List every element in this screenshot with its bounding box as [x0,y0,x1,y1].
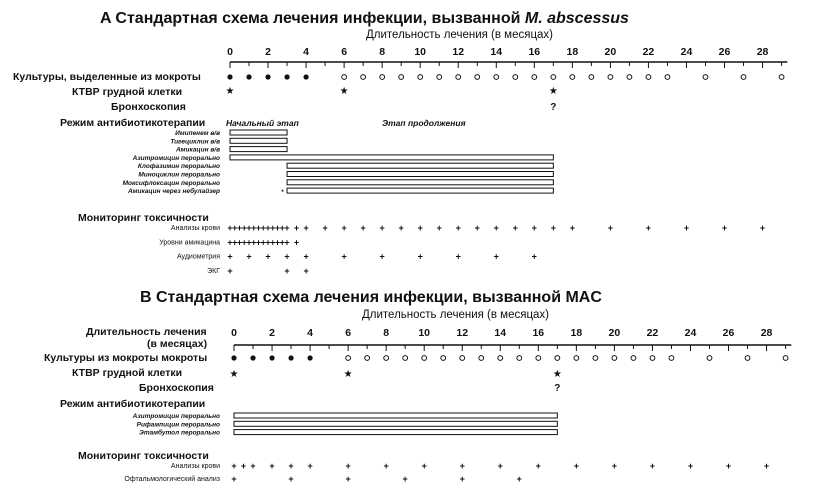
section-b-bronch-mark: ? [554,383,561,394]
culture-scheduled-dot [646,75,651,80]
culture-scheduled-dot [612,356,617,361]
axis-tick-label: 6 [341,46,348,58]
monitoring-plus-mark: + [383,461,389,471]
culture-positive-dot [246,74,251,79]
monitoring-plus-mark: + [251,223,257,233]
culture-scheduled-dot [650,356,655,361]
monitoring-plus-mark: + [531,223,537,233]
monitoring-plus-mark: + [455,251,461,262]
section-a-bronch-label: Бронхоскопия [111,101,186,113]
monitoring-plus-mark: + [341,223,347,233]
axis-tick-label: 8 [383,327,390,339]
monitoring-row-label: Аудиометрия [176,253,220,261]
culture-positive-dot [250,355,255,360]
drug-label: Амикацин через небулайзер [127,188,220,196]
monitoring-plus-mark: + [270,223,276,233]
drug-duration-bar [230,147,287,152]
culture-scheduled-dot [627,75,632,80]
monitoring-plus-mark: + [512,223,518,233]
monitoring-plus-mark: + [569,223,575,233]
monitoring-plus-mark: + [265,251,271,262]
axis-tick-label: 2 [265,46,271,58]
axis-tick-label: 16 [532,327,545,339]
culture-scheduled-dot [437,75,442,80]
monitoring-plus-mark: + [270,237,276,248]
axis-tick-label: 6 [345,327,352,339]
monitoring-plus-mark: + [274,237,281,248]
monitoring-plus-mark: + [550,223,556,233]
axis-tick-label: 10 [418,327,431,339]
monitoring-plus-mark: + [255,237,262,248]
monitoring-plus-mark: + [611,461,618,471]
drug-duration-bar [287,180,553,185]
monitoring-plus-mark: + [531,251,537,262]
culture-scheduled-dot [593,356,598,361]
monitoring-plus-mark: + [236,223,243,233]
culture-scheduled-dot [380,75,385,80]
monitoring-plus-mark: + [683,223,690,233]
monitoring-plus-mark: + [474,223,480,233]
culture-positive-dot [231,355,236,360]
culture-scheduled-dot [460,356,465,361]
monitoring-plus-mark: + [288,474,294,484]
monitoring-plus-mark: + [231,461,237,471]
section-b-title: B Стандартная схема лечения инфекции, вызванной MAC [140,289,602,306]
monitoring-plus-mark: + [645,223,652,233]
culture-scheduled-dot [589,75,594,80]
section-a-phase-initial: Начальный этап [226,118,299,128]
section-a-bronch-mark: ? [550,102,557,113]
drug-duration-bar [230,138,287,143]
ct-star-icon: ★ [343,369,353,380]
monitoring-plus-mark: + [232,223,238,233]
drug-duration-bar [287,172,553,177]
section-a-title: A Стандартная схема лечения инфекции, вызванной M. abscessus [100,10,629,27]
monitoring-plus-mark: + [725,461,732,471]
section-a-drug-bars [123,130,554,196]
monitoring-plus-mark: + [269,461,275,471]
drug-duration-bar [234,413,557,418]
axis-tick-label: 22 [646,327,659,339]
axis-tick-label: 24 [680,46,693,58]
section-b-bronch-label: Бронхоскопия [139,382,214,394]
culture-scheduled-dot [570,75,575,80]
axis-tick-label: 12 [456,327,469,339]
culture-scheduled-dot [418,75,423,80]
monitoring-plus-mark: + [535,461,541,471]
axis-tick-label: 18 [566,46,579,58]
drug-note-mark: * [281,189,284,197]
monitoring-plus-mark: + [417,223,423,233]
monitoring-plus-mark: + [398,223,404,233]
axis-tick-label: 14 [490,46,503,58]
monitoring-plus-mark: + [345,461,351,471]
drug-duration-bar [234,421,557,426]
section-b-culture-markers [231,355,788,360]
section-a-ct-label: КТВР грудной клетки [72,86,183,98]
culture-scheduled-dot [494,75,499,80]
axis-tick-label: 20 [604,46,617,58]
monitoring-plus-mark: + [345,474,351,484]
culture-scheduled-dot [608,75,613,80]
culture-scheduled-dot [361,75,366,80]
culture-scheduled-dot [536,356,541,361]
culture-scheduled-dot [456,75,461,80]
monitoring-plus-mark: + [402,474,408,484]
drug-label: Амикацин в/в [175,146,220,154]
monitoring-plus-mark: + [303,223,309,233]
culture-scheduled-dot [779,75,784,80]
section-a-monitoring-rows [159,223,765,276]
axis-tick-label: 4 [307,327,314,339]
section-b-tick-labels [231,327,772,339]
drug-label: Миноциклин перорально [138,171,220,179]
culture-scheduled-dot [513,75,518,80]
monitoring-plus-mark: + [303,251,309,262]
ct-star-icon: ★ [548,86,558,97]
culture-scheduled-dot [551,75,556,80]
monitoring-plus-mark: + [516,474,522,484]
monitoring-plus-mark: + [251,237,257,248]
section-a-cultures-label: Культуры, выделенные из мокроты [13,71,201,83]
monitoring-plus-mark: + [240,461,247,471]
monitoring-row-label: Анализы крови [170,463,220,470]
monitoring-plus-mark: + [260,237,266,248]
culture-positive-dot [288,355,293,360]
culture-scheduled-dot [783,356,788,361]
axis-tick-label: 2 [269,327,275,339]
monitoring-plus-mark: + [241,237,247,248]
culture-scheduled-dot [532,75,537,80]
monitoring-plus-mark: + [687,461,694,471]
ct-star-icon: ★ [552,369,562,380]
culture-scheduled-dot [342,75,347,80]
axis-tick-label: 26 [718,46,731,58]
monitoring-plus-mark: + [417,251,423,262]
section-a-ct-markers [226,86,558,97]
monitoring-plus-mark: + [255,223,262,233]
culture-scheduled-dot [707,356,712,361]
monitoring-plus-mark: + [246,251,252,262]
drug-label: Азитромицин перорально [132,413,220,420]
culture-scheduled-dot [517,356,522,361]
monitoring-plus-mark: + [265,223,271,233]
monitoring-plus-mark: + [573,461,579,471]
section-b-ct-markers [230,369,562,380]
drug-label: Рифампицин перорально [136,421,220,429]
section-b [44,289,791,484]
culture-scheduled-dot [346,356,351,361]
monitoring-plus-mark: + [246,223,252,233]
monitoring-plus-mark: + [497,461,503,471]
axis-tick-label: 14 [494,327,507,339]
section-a-axis-title: Длительность лечения (в месяцах) [366,29,554,41]
monitoring-plus-mark: + [763,461,770,471]
drug-label: Моксифлоксацин перорально [122,179,220,187]
drug-duration-bar [230,155,553,160]
section-b-cultures-label: Культуры из мокроты мокроты [44,352,208,364]
culture-scheduled-dot [384,356,389,361]
drug-label: Тигециклин в/в [170,138,220,146]
section-a-tick-labels [227,46,768,58]
section-b-monitoring-rows [124,461,769,484]
monitoring-plus-mark: + [303,265,309,276]
monitoring-plus-mark: + [607,223,614,233]
section-b-axis-row-label-2: (в месяцах) [147,338,208,350]
monitoring-plus-mark: + [759,223,766,233]
monitoring-plus-mark: + [241,223,247,233]
axis-tick-label: 12 [452,46,465,58]
monitoring-plus-mark: + [284,223,290,233]
axis-tick-label: 28 [756,46,769,58]
monitoring-plus-mark: + [250,461,256,471]
drug-label: Имипенем в/в [175,130,220,137]
monitoring-plus-mark: + [293,223,300,233]
section-a-time-axis [230,62,787,68]
monitoring-plus-mark: + [459,474,465,484]
axis-tick-label: 16 [528,46,541,58]
axis-tick-label: 10 [414,46,427,58]
drug-duration-bar [230,130,287,135]
monitoring-row-label: Анализы крови [170,225,220,232]
section-a-regimen-label: Режим антибиотикотерапии [60,117,206,129]
ct-star-icon: ★ [229,369,239,380]
monitoring-plus-mark: + [379,251,385,262]
culture-positive-dot [269,355,274,360]
axis-tick-label: 0 [227,46,233,58]
monitoring-plus-mark: + [231,474,237,484]
culture-scheduled-dot [399,75,404,80]
culture-scheduled-dot [422,356,427,361]
monitoring-plus-mark: + [279,223,285,233]
monitoring-plus-mark: + [293,237,300,248]
monitoring-plus-mark: + [649,461,656,471]
culture-positive-dot [303,74,308,79]
culture-scheduled-dot [665,75,670,80]
drug-label: Этамбутол перорально [139,429,220,437]
monitoring-plus-mark: + [284,237,290,248]
monitoring-plus-mark: + [421,461,427,471]
monitoring-plus-mark: + [307,461,313,471]
section-b-ct-label: КТВР грудной клетки [72,367,183,379]
monitoring-plus-mark: + [274,223,281,233]
monitoring-plus-mark: + [493,251,499,262]
culture-scheduled-dot [441,356,446,361]
culture-scheduled-dot [555,356,560,361]
culture-positive-dot [227,74,232,79]
monitoring-plus-mark: + [455,223,461,233]
culture-scheduled-dot [475,75,480,80]
monitoring-plus-mark: + [341,251,347,262]
monitoring-plus-mark: + [284,251,290,262]
drug-duration-bar [287,188,553,193]
section-b-axis-row-label-1: Длительность лечения [86,326,207,338]
culture-scheduled-dot [574,356,579,361]
culture-scheduled-dot [479,356,484,361]
monitoring-plus-mark: + [227,237,233,248]
ct-star-icon: ★ [225,86,235,97]
axis-tick-label: 20 [608,327,621,339]
monitoring-plus-mark: + [232,237,238,248]
culture-scheduled-dot [631,356,636,361]
monitoring-plus-mark: + [284,265,290,276]
monitoring-plus-mark: + [227,265,233,276]
culture-scheduled-dot [498,356,503,361]
section-b-regimen-label: Режим антибиотикотерапии [60,398,206,410]
culture-scheduled-dot [669,356,674,361]
axis-tick-label: 0 [231,327,237,339]
monitoring-plus-mark: + [227,223,233,233]
monitoring-row-label: Офтальмологический анализ [124,476,220,483]
culture-scheduled-dot [745,356,750,361]
monitoring-plus-mark: + [436,223,442,233]
axis-tick-label: 28 [760,327,773,339]
axis-tick-label: 24 [684,327,697,339]
drug-duration-bar [234,430,557,435]
section-a-monitoring-label: Мониторинг токсичности [78,212,209,224]
axis-tick-label: 22 [642,46,655,58]
monitoring-plus-mark: + [246,237,252,248]
section-b-monitoring-label: Мониторинг токсичности [78,450,209,462]
section-a-culture-markers [227,74,784,79]
monitoring-plus-mark: + [279,237,285,248]
drug-label: Азитромицин перорально [132,154,220,162]
monitoring-plus-mark: + [265,237,271,248]
culture-positive-dot [307,355,312,360]
culture-scheduled-dot [741,75,746,80]
axis-tick-label: 18 [570,327,583,339]
monitoring-plus-mark: + [379,223,385,233]
monitoring-row-label: Уровни амикацина [159,239,220,247]
monitoring-plus-mark: + [288,461,294,471]
monitoring-plus-mark: + [360,223,366,233]
culture-scheduled-dot [365,356,370,361]
section-b-time-axis [234,345,791,351]
culture-positive-dot [284,74,289,79]
section-a-phase-continuation: Этап продолжения [382,118,466,128]
monitoring-plus-mark: + [721,223,728,233]
section-a [13,10,787,276]
ct-star-icon: ★ [339,86,349,97]
monitoring-plus-mark: + [236,237,243,248]
monitoring-plus-mark: + [322,223,328,233]
section-b-drug-bars [132,413,558,437]
monitoring-row-label: ЭКГ [207,267,220,275]
drug-label: Клофазимин перорально [137,163,220,171]
monitoring-plus-mark: + [227,251,233,262]
axis-tick-label: 8 [379,46,386,58]
culture-scheduled-dot [703,75,708,80]
culture-scheduled-dot [403,356,408,361]
axis-tick-label: 26 [722,327,735,339]
drug-duration-bar [287,163,553,168]
section-b-axis-title: Длительность лечения (в месяцах) [362,309,550,321]
monitoring-plus-mark: + [459,461,465,471]
monitoring-plus-mark: + [493,223,499,233]
axis-tick-label: 4 [303,46,310,58]
monitoring-plus-mark: + [260,223,266,233]
culture-positive-dot [265,74,270,79]
